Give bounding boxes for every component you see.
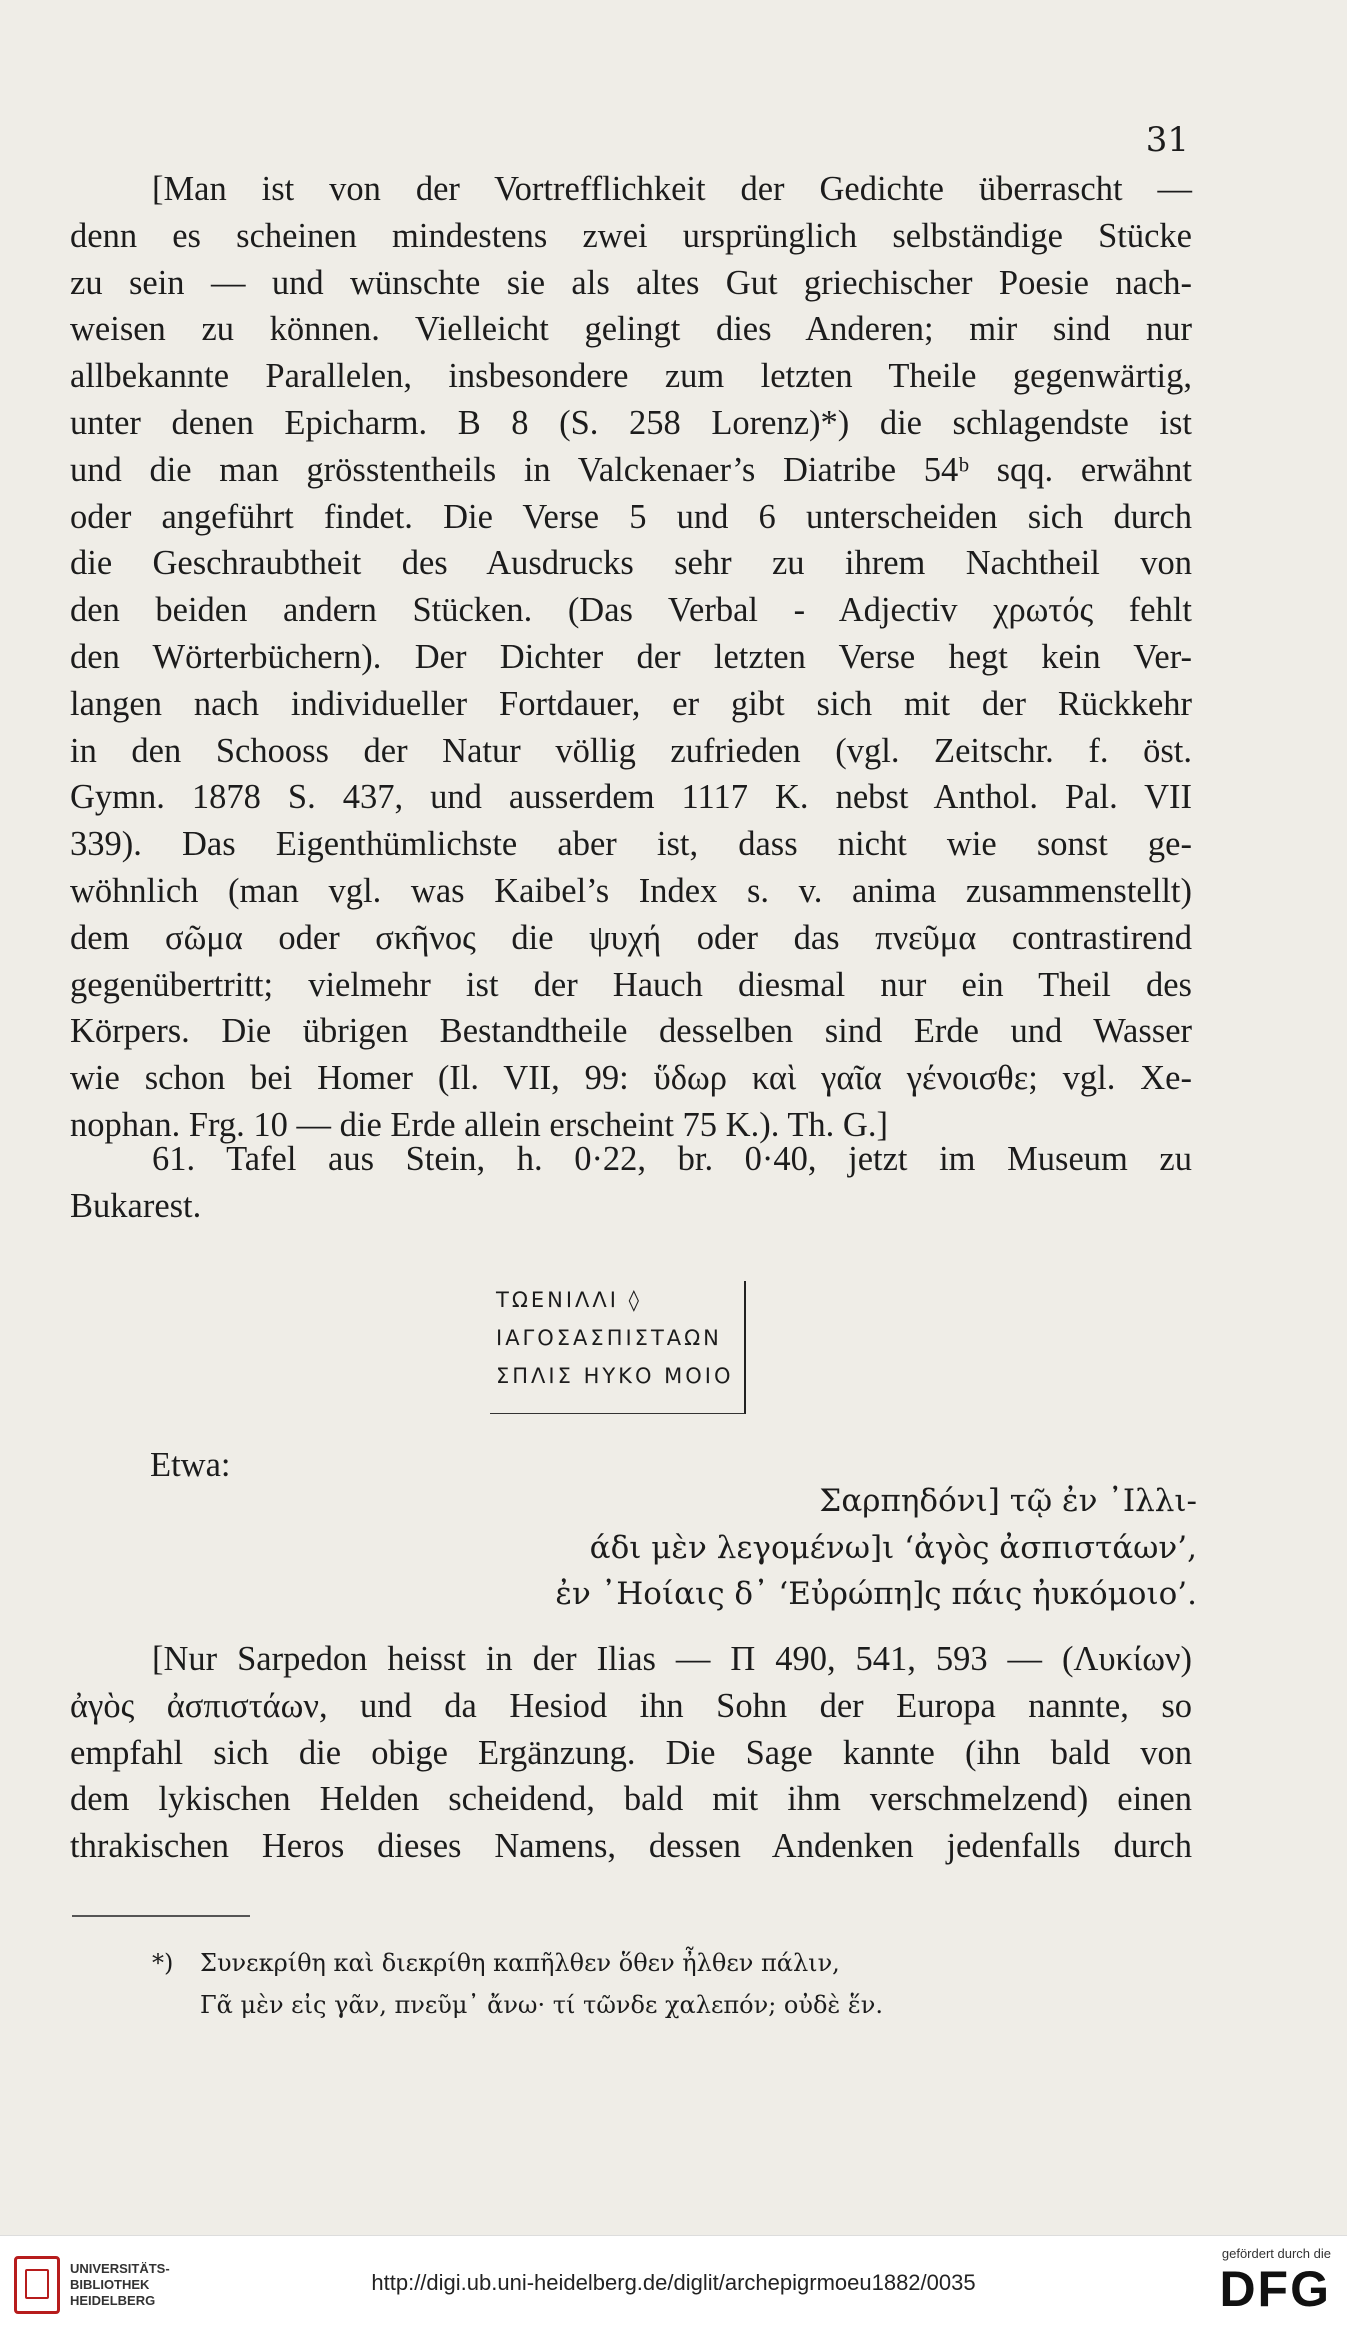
paragraph-sarpedon [70,1636,1192,1870]
paragraph-commentary [70,166,1192,1149]
text-line: den Wörterbüchern). Der Dichter der letzten Verse hegt kein Ver- [70,637,1192,676]
text-line: weisen zu können. Vielleicht gelingt dies Anderen; mir sind nur [70,310,1192,349]
verse-line: ἐν ᾿Ηοίαις δ᾿ ‘Εὐρώπη]ς πάις ἠυκόμοιο’. [555,1576,1197,1612]
paragraph-item-61 [70,1136,1192,1230]
text-line: gegenübertritt; vielmehr ist der Hauch diesmal nur ein Theil des [70,965,1192,1004]
restored-verse [555,1478,1197,1618]
verse-line: άδι μὲν λεγομένω]ι ‘ἀγὸς ἀσπιστάων’, [589,1529,1197,1566]
verse-line: Σαρπηδόνι] τῷ ἐν ᾿Ιλλι- [819,1483,1197,1519]
inscription-drawing [490,1281,746,1414]
text-line: denn es scheinen mindestens zwei ursprünglich selbständige Stücke [70,216,1192,255]
footnote-divider [72,1915,250,1917]
text-line: empfahl sich die obige Ergänzung. Die Sage kannte (ihn bald von [70,1733,1192,1772]
text-line: in den Schooss der Natur völlig zufrieden (vgl. Zeitschr. f. öst. [70,731,1192,770]
text-line: Bukarest. [70,1186,202,1225]
inscription-line: ΣΠΛΙΣ ΗΥΚΟ ΜΟΙΟ [496,1364,734,1388]
text-line: thrakischen Heros dieses Namens, dessen Andenken jedenfalls durch [70,1827,1192,1866]
viewer-footer [0,2235,1347,2343]
text-line: die Geschraubtheit des Ausdrucks sehr zu ihrem Nachtheil von [70,544,1192,583]
library-name-line: BIBLIOTHEK [70,2277,150,2292]
text-line: ἀγὸς ἀσπιστάων, und da Hesiod ihn Sohn der Europa nannte, so [70,1686,1192,1725]
text-line: unter denen Epicharm. B 8 (S. 258 Lorenz)*) die schlagendste ist [70,403,1192,442]
text-line: wie schon bei Homer (Il. VII, 99: ὕδωρ καὶ γαῖα γένοισθε; vgl. Xe- [70,1059,1192,1098]
text-line: 61. Tafel aus Stein, h. 0·22, br. 0·40, jetzt im Museum zu [152,1140,1192,1178]
text-line: Gymn. 1878 S. 437, und ausserdem 1117 K. nebst Anthol. Pal. VII [70,778,1192,817]
footnote-line: Συνεκρίθη καὶ διεκρίθη καπῆλθεν ὅθεν ἦλθεν πάλιν, [200,1949,840,1977]
text-line: [Man ist von der Vortrefflichkeit der Gedichte überrascht — [152,170,1192,208]
text-line: Körpers. Die übrigen Bestandtheile desselben sind Erde und Wasser [70,1012,1192,1051]
permalink-url[interactable]: http://digi.ub.uni-heidelberg.de/diglit/archepigrmoeu1882/0035 [371,2270,976,2295]
footnote-line: Γᾶ μὲν εἰς γᾶν, πνεῦμ᾿ ἄνω· τί τῶνδε χαλεπόν; οὐδὲ ἕν. [200,1991,884,2019]
text-line: 339). Das Eigenthümlichste aber ist, dass nicht wie sonst ge- [70,825,1192,864]
dfg-logo: DFG [1219,2261,1331,2317]
text-line: nophan. Frg. 10 — die Erde allein erscheint 75 K.). Th. G.] [70,1105,888,1144]
library-name-line: HEIDELBERG [70,2293,156,2308]
text-line: zu sein — und wünschte sie als altes Gut griechischer Poesie nach- [70,263,1192,302]
funded-by-label: gefördert durch die [1221,2246,1331,2261]
inscription-line: ΙΑΓΟΣΑΣΠΙΣΤΑΩΝ [496,1326,722,1350]
text-line: dem σῶμα oder σκῆνος die ψυχή oder das πνεῦμα contrastirend [70,918,1192,957]
text-line: und die man grösstentheils in Valckenaer’s Diatribe 54ᵇ sqq. erwähnt [70,450,1192,489]
text-line: wöhnlich (man vgl. was Kaibel’s Index s. v. anima zusammenstellt) [70,871,1192,910]
text-line: langen nach individueller Fortdauer, er gibt sich mit der Rückkehr [70,684,1192,723]
etwa-label: Etwa: [150,1446,231,1484]
page-number: 31 [1145,120,1189,160]
dfg-funding [1219,2246,1331,2317]
text-line: dem lykischen Helden scheidend, bald mit ihm verschmelzend) einen [70,1780,1192,1819]
inscription-line: ΤΩΕΝΙΛΛΙ ◊ [496,1288,643,1312]
library-name-line: UNIVERSITÄTS- [70,2261,170,2276]
footnote-mark: *) [152,1949,174,1977]
footnote [152,1942,884,2026]
text-line: allbekannte Parallelen, insbesondere zum letzten Theile gegenwärtig, [70,357,1192,396]
text-line: den beiden andern Stücken. (Das Verbal - Adjectiv χρωτός fehlt [70,591,1192,630]
text-line: oder angeführt findet. Die Verse 5 und 6 unterscheiden sich durch [70,497,1192,536]
text-line: [Nur Sarpedon heisst in der Ilias — Π 490, 541, 593 — (Λυκίων) [152,1640,1192,1678]
